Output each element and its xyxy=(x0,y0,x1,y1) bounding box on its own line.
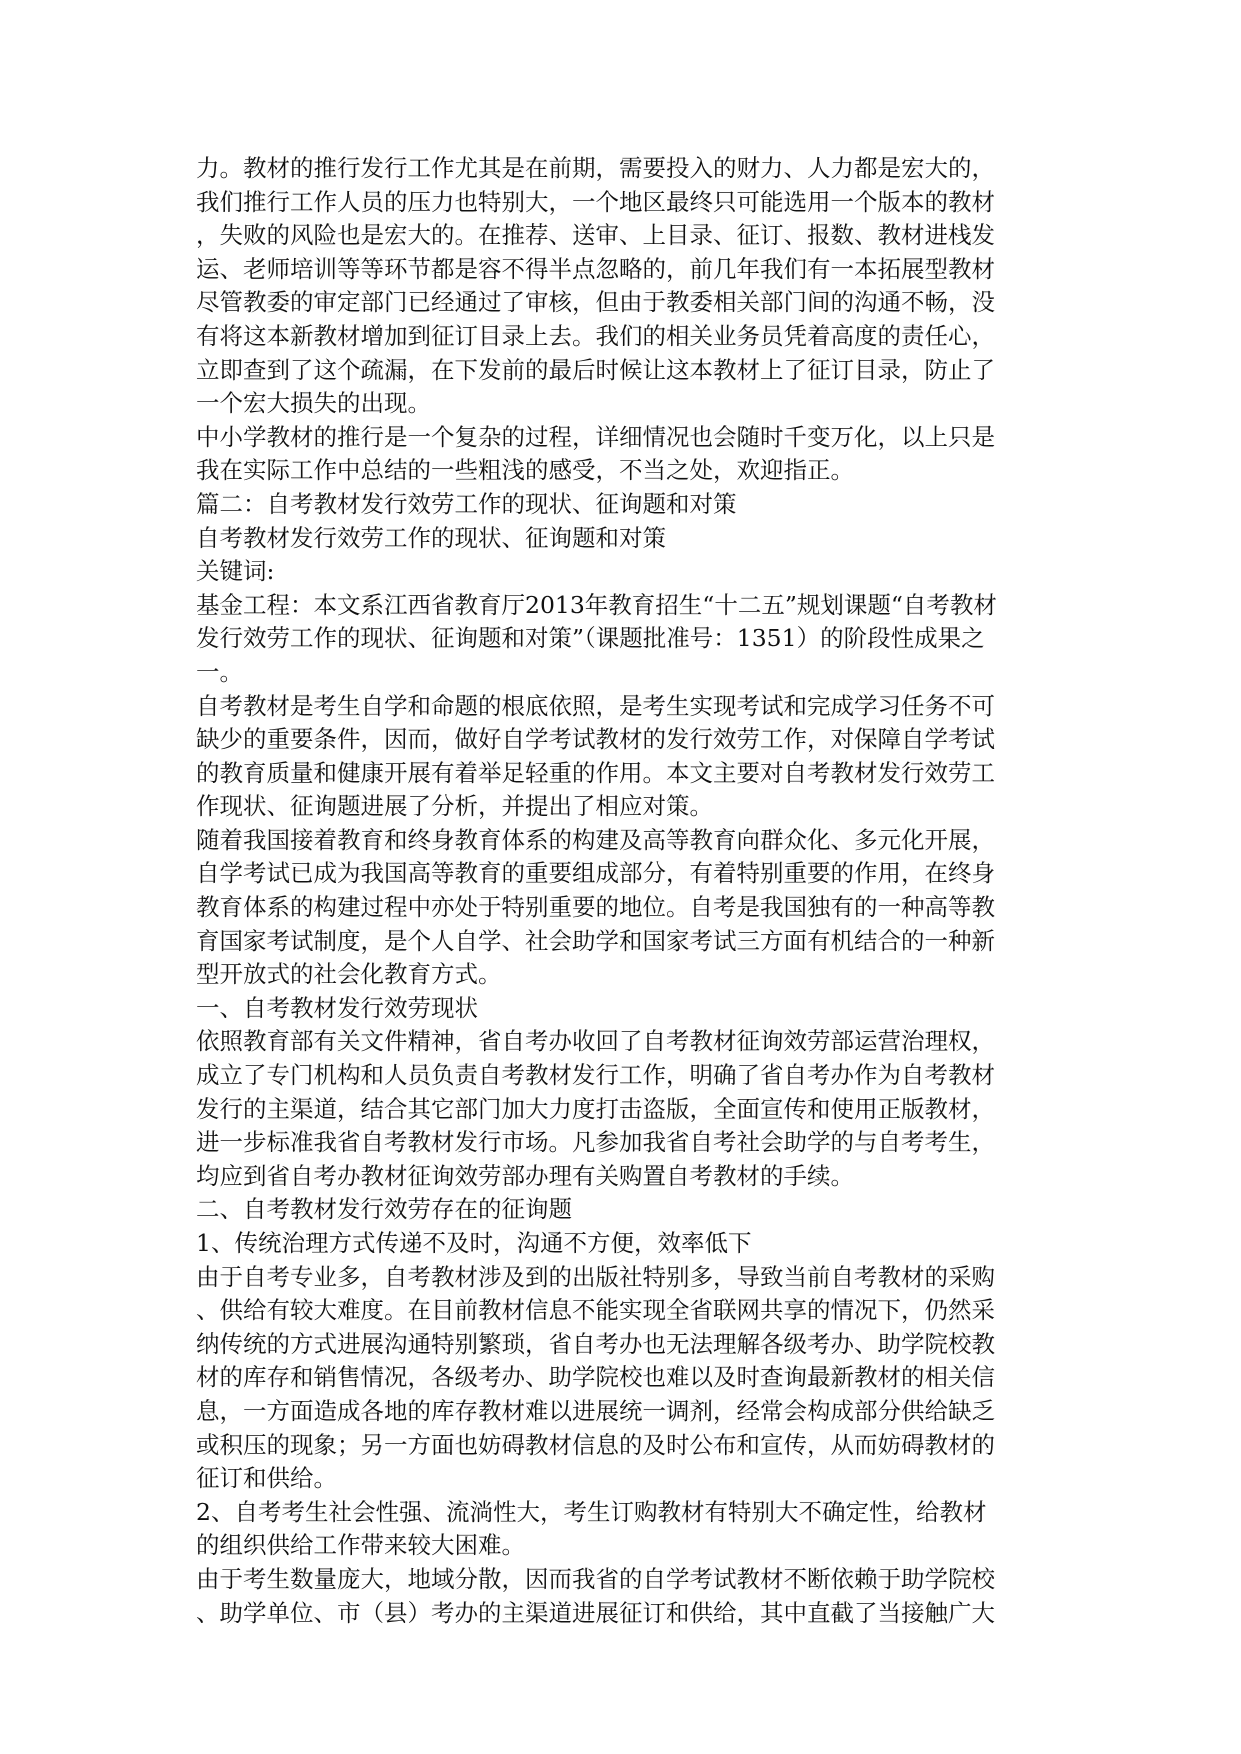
text-line: 的教育质量和健康开展有着举足轻重的作用。本文主要对自考教材发行效劳工 xyxy=(196,758,995,787)
text-line: 力。教材的推行发行工作尤其是在前期，需要投入的财力、人力都是宏大的， xyxy=(196,154,995,182)
text-line: 由于考生数量庞大，地域分散，因而我省的自学考试教材不断依赖于助学院校 xyxy=(196,1564,995,1593)
text-line: 我们推行工作人员的压力也特别大，一个地区最终只可能选用一个版本的教材 xyxy=(196,187,995,216)
text-line: 由于自考专业多，自考教材涉及到的出版社特别多，导致当前自考教材的采购 xyxy=(196,1262,995,1291)
keywords-label: 关键词: xyxy=(196,557,275,586)
text-line: 中小学教材的推行是一个复杂的过程，详细情况也会随时千变万化，以上只是 xyxy=(196,422,995,451)
text-line: 息，一方面造成各地的库存教材难以进展统一调剂，经常会构成部分供给缺乏 xyxy=(196,1396,995,1425)
text-line: 育国家考试制度，是个人自学、社会助学和国家考试三方面有机结合的一种新 xyxy=(196,926,995,955)
text-line: 自考教材是考生自学和命题的根底依照，是考生实现考试和完成学习任务不可 xyxy=(196,691,995,720)
text-line: 有将这本新教材增加到征订目录上去。我们的相关业务员凭着高度的责任心， xyxy=(196,321,995,350)
body-text xyxy=(196,152,1056,1630)
section-heading: 篇二：自考教材发行效劳工作的现状、征询题和对策 xyxy=(196,489,737,518)
text-line: 进一步标准我省自考教材发行市场。凡参加我省自考社会助学的与自考考生， xyxy=(196,1128,995,1157)
subsection-heading: 2、自考考生社会性强、流淌性大，考生订购教材有特别大不确定性，给教材 xyxy=(196,1497,987,1526)
text-line: 自学考试已成为我国高等教育的重要组成部分，有着特别重要的作用，在终身 xyxy=(196,859,995,888)
text-line: 一个宏大损失的出现。 xyxy=(196,389,431,418)
text-line: 材的库存和销售情况，各级考办、助学院校也难以及时查询最新教材的相关信 xyxy=(196,1363,995,1392)
text-line: 或积压的现象；另一方面也妨碍教材信息的及时公布和宣传，从而妨碍教材的 xyxy=(196,1430,995,1459)
text-line: 缺少的重要条件，因而，做好自学考试教材的发行效劳工作，对保障自学考试 xyxy=(196,725,995,754)
section-heading: 一、自考教材发行效劳现状 xyxy=(196,993,478,1022)
text-line: 纳传统的方式进展沟通特别繁琐，省自考办也无法理解各级考办、助学院校教 xyxy=(196,1329,995,1358)
text-line: 的组织供给工作带来较大困难。 xyxy=(196,1531,525,1560)
text-line: 成立了专门机构和人员负责自考教材发行工作，明确了省自考办作为自考教材 xyxy=(196,1061,995,1090)
text-line: 作现状、征询题进展了分析，并提出了相应对策。 xyxy=(196,792,713,821)
section-heading: 二、自考教材发行效劳存在的征询题 xyxy=(196,1195,572,1224)
text-line: 发行的主渠道，结合其它部门加大力度打击盗版，全面宣传和使用正版教材， xyxy=(196,1094,995,1123)
text-line: 、助学单位、市（县）考办的主渠道进展征订和供给，其中直截了当接触广大 xyxy=(196,1598,995,1627)
text-line: 征订和供给。 xyxy=(196,1464,337,1493)
article-title: 自考教材发行效劳工作的现状、征询题和对策 xyxy=(196,523,666,552)
text-line: 、供给有较大难度。在目前教材信息不能实现全省联网共享的情况下，仍然采 xyxy=(196,1296,995,1325)
text-line: 运、老师培训等等环节都是容不得半点忽略的，前几年我们有一本拓展型教材 xyxy=(196,254,995,283)
text-line: 依照教育部有关文件精神，省自考办收回了自考教材征询效劳部运营治理权， xyxy=(196,1027,995,1056)
text-line: 教育体系的构建过程中亦处于特别重要的地位。自考是我国独有的一种高等教 xyxy=(196,893,995,922)
text-line: 我在实际工作中总结的一些粗浅的感受，不当之处，欢迎指正。 xyxy=(196,456,854,485)
text-line: 型开放式的社会化教育方式。 xyxy=(196,960,502,989)
text-line: 均应到省自考办教材征询效劳部办理有关购置自考教材的手续。 xyxy=(196,1161,854,1190)
text-line: 发行效劳工作的现状、征询题和对策”（课题批准号：1351）的阶段性成果之 xyxy=(196,624,985,653)
text-line: 立即查到了这个疏漏，在下发前的最后时候让这本教材上了征订目录，防止了 xyxy=(196,355,995,384)
text-line: ，失败的风险也是宏大的。在推荐、送审、上目录、征订、报数、教材进栈发 xyxy=(196,221,995,250)
text-line: 随着我国接着教育和终身教育体系的构建及高等教育向群众化、多元化开展， xyxy=(196,825,995,854)
text-line: 尽管教委的审定部门已经通过了审核，但由于教委相关部门间的沟通不畅，没 xyxy=(196,288,995,317)
text-line: 基金工程：本文系江西省教育厅2013年教育招生“十二五”规划课题“自考教材 xyxy=(196,590,997,619)
text-line: 一。 xyxy=(196,657,243,686)
subsection-heading: 1、传统治理方式传递不及时，沟通不方便，效率低下 xyxy=(196,1229,752,1257)
